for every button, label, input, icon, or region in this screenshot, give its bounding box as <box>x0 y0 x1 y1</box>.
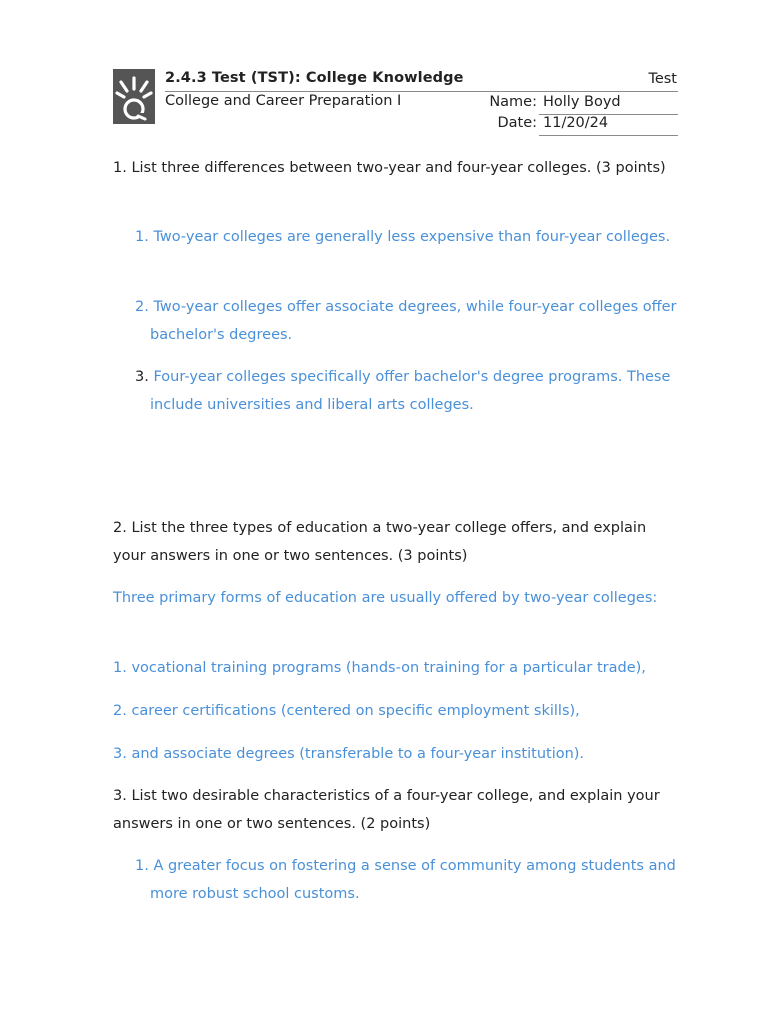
date-field[interactable]: 11/20/24 <box>539 115 678 136</box>
q2-intro[interactable]: Three primary forms of education are usually offered by two-year colleges: <box>113 590 658 606</box>
q3-answer-1[interactable] <box>135 853 685 908</box>
q1-answer-1-number: 1. <box>135 229 149 245</box>
course-name: College and Career Preparation I <box>165 93 402 109</box>
q1-answer-1-text: Two-year colleges are generally less expensive than four-year colleges. <box>153 229 671 245</box>
q1-answer-2-text: Two-year colleges offer associate degrees, while four-year colleges offer bachelor's degrees. <box>150 299 677 343</box>
q1-answer-1[interactable] <box>135 224 685 252</box>
q1-answer-2-number: 2. <box>135 299 149 315</box>
q1-answer-3-number: 3. <box>135 369 149 385</box>
document-type-label: Test <box>648 71 677 87</box>
q3-answer-1-number: 1. <box>135 858 149 874</box>
q3-answer-1-text: A greater focus on fostering a sense of community among students and more robust school customs. <box>150 858 676 902</box>
question-3: 3. List two desirable characteristics of a four-year college, and explain your answers in one or two sentences. (2 points) <box>113 788 660 832</box>
q1-answer-3[interactable] <box>135 364 685 419</box>
question-1: 1. List three differences between two-year and four-year colleges. (3 points) <box>113 160 666 176</box>
title-divider <box>165 91 678 92</box>
document-title: 2.4.3 Test (TST): College Knowledge <box>165 70 464 86</box>
q1-answer-3-text: Four-year colleges specifically offer bachelor's degree programs. These include universities and liberal arts colleges. <box>150 369 671 413</box>
date-field-row <box>0 115 768 137</box>
q1-answer-2[interactable] <box>135 294 685 349</box>
q2-answer-1[interactable]: 1. vocational training programs (hands-on training for a particular trade), <box>113 660 646 676</box>
q2-answer-3[interactable]: 3. and associate degrees (transferable to a four-year institution). <box>113 746 585 762</box>
name-label: Name: <box>489 94 537 110</box>
name-field-row <box>0 94 768 116</box>
date-label: Date: <box>497 115 537 131</box>
question-2: 2. List the three types of education a two-year college offers, and explain your answers in one or two sentences. (3 points) <box>113 520 647 564</box>
name-field[interactable]: Holly Boyd <box>539 94 678 115</box>
q2-answer-2[interactable]: 2. career certifications (centered on specific employment skills), <box>113 703 580 719</box>
